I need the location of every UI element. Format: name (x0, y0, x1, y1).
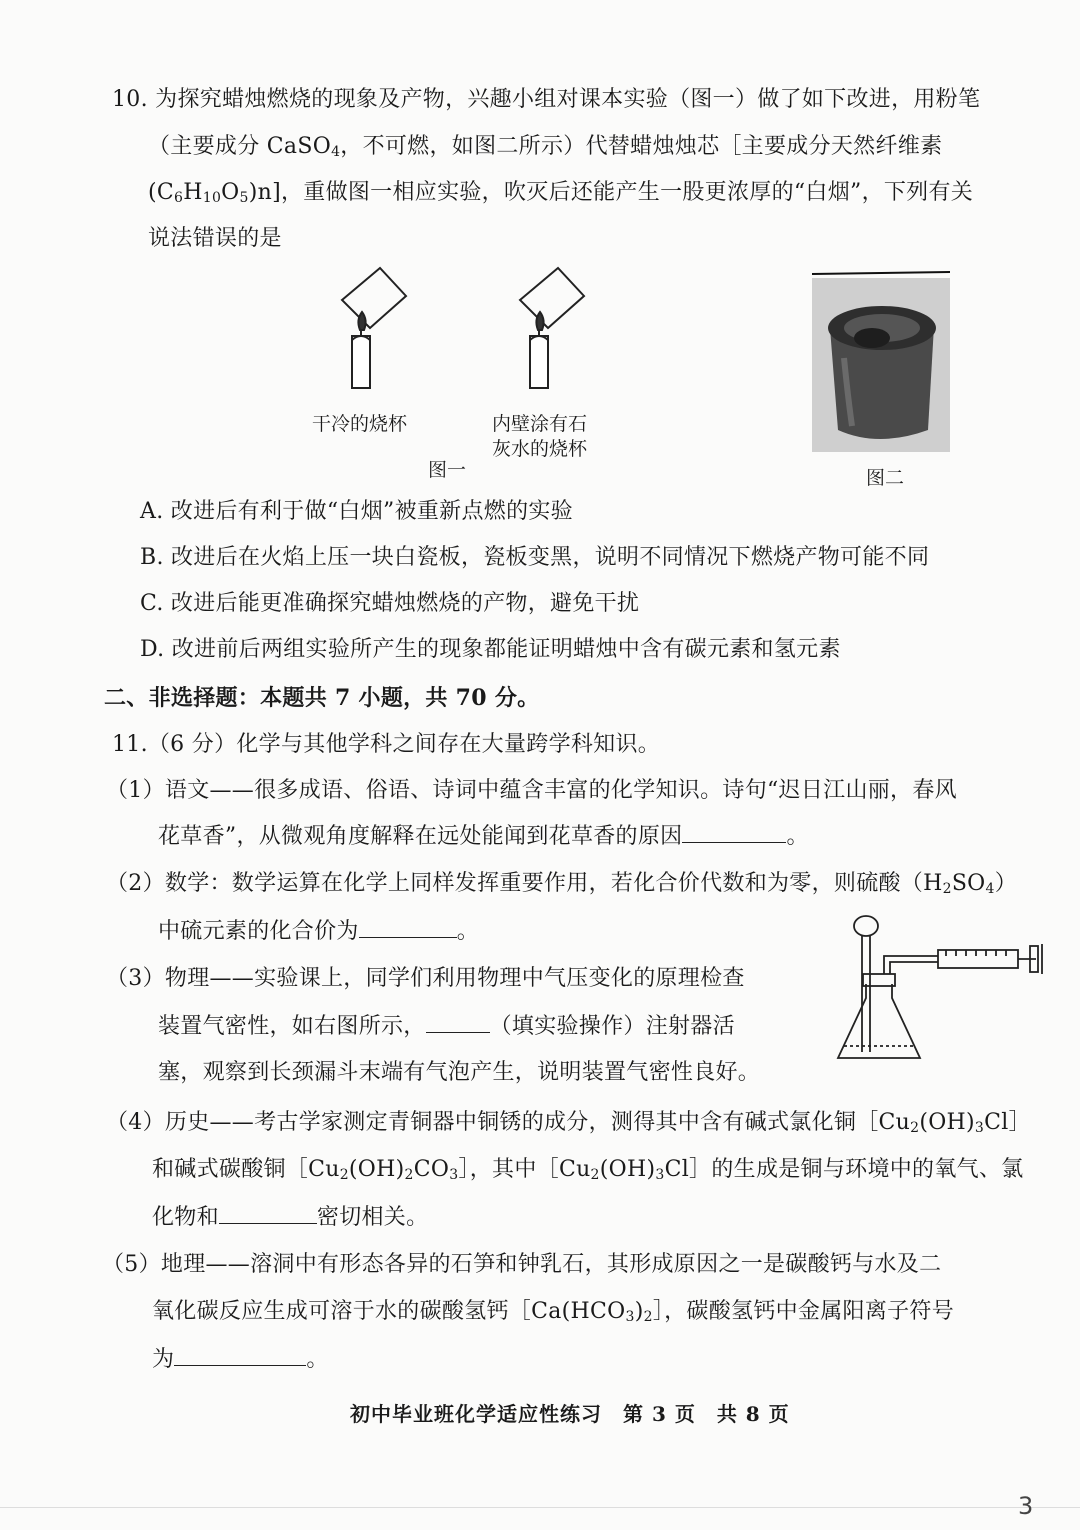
q11-part-5-line-2: 氧化碳反应生成可溶于水的碳酸氢钙$[Ca(HCO_3)_2]$，碳酸氢钙中金属阳离子符号 (152, 1299, 955, 1325)
limewater-beaker-icon (520, 268, 584, 328)
figure-1-drawing (320, 260, 620, 400)
q11-part-4-line-2: 和碱式碳酸铜$[Cu_2(OH)_2CO_3]$，其中$[Cu_2(OH)_3Cl]$的生成是铜与环境中的氧气、氯 (152, 1157, 1024, 1183)
q11-part-5-line-3: 为 。 (152, 1347, 329, 1372)
q11-part-2-line-2: 中硫元素的化合价为 。 (158, 919, 480, 944)
section-2-heading: 二、非选择题：本题共 7 小题，共 70 分。 (104, 685, 540, 711)
q11-part-1-line-2: 花草香”，从微观角度解释在远处能闻到花草香的原因 。 (158, 824, 809, 849)
conical-flask-icon (838, 974, 920, 1058)
answer-blank[interactable] (682, 822, 786, 843)
answer-blank[interactable] (359, 917, 457, 938)
q11-part-2-line-1: （2）数学：数学运算在化学上同样发挥重要作用，若化合价代数和为零，则硫酸$(H_2SO_4)$ (106, 871, 1018, 897)
syringe-icon (884, 944, 1042, 974)
figure-1-caption-a: 干冷的烧杯 (312, 413, 408, 435)
q10-option-d: D. 改进前后两组实验所产生的现象都能证明蜡烛中含有碳元素和氢元素 (140, 637, 841, 662)
airtightness-apparatus-drawing (830, 912, 1050, 1068)
q11-part-4-line-1: （4）历史——考古学家测定青铜器中铜锈的成分，测得其中含有碱式氯化铜$[Cu_2(OH)_3Cl]$ (106, 1110, 1031, 1136)
figure-2-photo (808, 268, 954, 454)
answer-blank[interactable] (426, 1012, 490, 1033)
q10-line-3: $(C_6H_{10}O_5)n$]，重做图一相应实验，吹灭后还能产生一股更浓厚的“白烟”，下列有关 (148, 180, 974, 206)
q11-part-3-line-1: （3）物理——实验课上，同学们利用物理中气压变化的原理检查 (106, 966, 745, 991)
figure-1-caption-b2: 灰水的烧杯 (492, 438, 588, 460)
answer-blank[interactable] (174, 1345, 306, 1366)
q11-part-3-line-2: 装置气密性，如右图所示， （填实验操作）注射器活 (158, 1014, 735, 1039)
page-divider (0, 1507, 1080, 1508)
page-number: 3 (1018, 1492, 1034, 1520)
q11-part-5-line-1: （5）地理——溶洞中有形态各异的石笋和钟乳石，其形成原因之一是碳酸钙与水及二 (102, 1252, 942, 1277)
q11-part-3-line-3: 塞，观察到长颈漏斗末端有气泡产生，说明装置气密性良好。 (158, 1060, 761, 1085)
figure-2-label: 图二 (866, 467, 905, 489)
dry-cold-beaker-icon (342, 268, 406, 328)
page-footer: 初中毕业班化学适应性练习 第 3 页 共 8 页 (350, 1402, 790, 1426)
q10-option-a: A. 改进后有利于做“白烟”被重新点燃的实验 (140, 499, 573, 524)
q10-line-4: 说法错误的是 (148, 226, 282, 251)
q11-title: 11.（6 分）化学与其他学科之间存在大量跨学科知识。 (112, 732, 661, 757)
q10-line-1: 10. 为探究蜡烛燃烧的现象及产物，兴趣小组对课本实验（图一）做了如下改进，用粉笔 (112, 87, 981, 112)
figure-1-label: 图一 (428, 459, 467, 481)
q10-option-c: C. 改进后能更准确探究蜡烛燃烧的产物，避免干扰 (140, 591, 640, 616)
figure-1-caption-b1: 内壁涂有石 (492, 413, 588, 435)
q10-option-b: B. 改进后在火焰上压一块白瓷板，瓷板变黑，说明不同情况下燃烧产物可能不同 (140, 545, 930, 570)
answer-blank[interactable] (219, 1203, 317, 1224)
right-candle-icon (530, 312, 548, 388)
q11-part-4-line-3: 化物和 密切相关。 (152, 1205, 429, 1230)
left-candle-icon (352, 312, 370, 388)
q11-part-1-line-1: （1）语文——很多成语、俗语、诗词中蕴含丰富的化学知识。诗句“迟日江山丽，春风 (106, 778, 957, 803)
q10-line-2: （主要成分 CaSO$_4$，不可燃，如图二所示）代替蜡烛烛芯［主要成分天然纤维素 (148, 134, 943, 160)
